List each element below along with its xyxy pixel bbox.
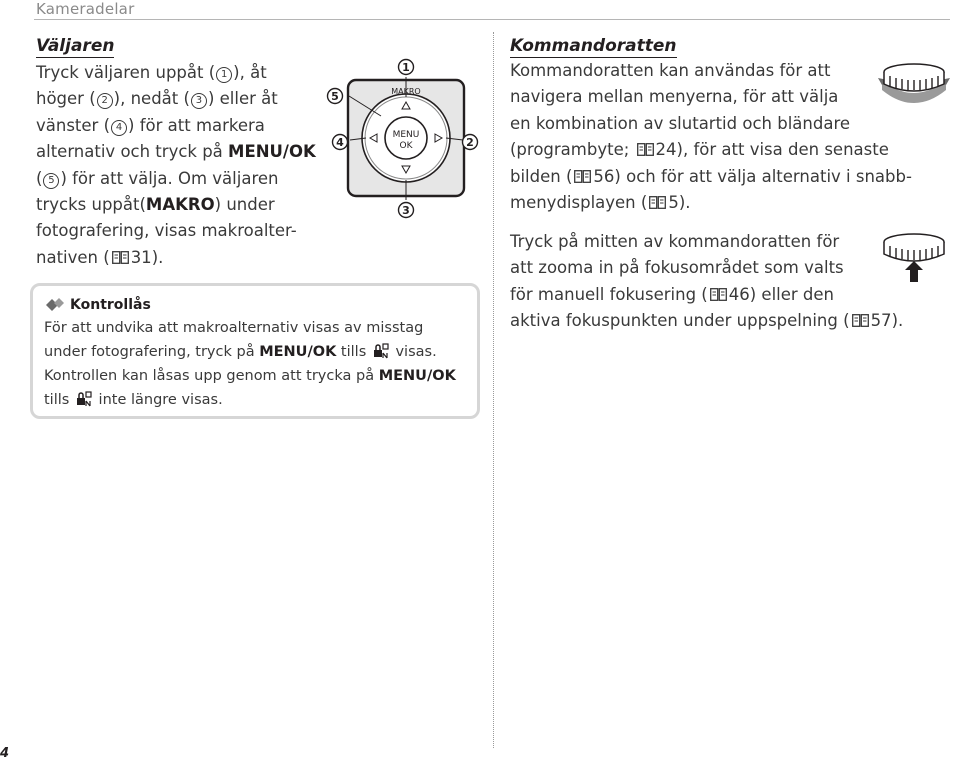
note-menu-ok-1: MENU/OK (259, 344, 337, 360)
book-ref-icon (649, 196, 666, 209)
diagram-label-1: 1 (402, 61, 410, 74)
note-menu-ok-2: MENU/OK (378, 368, 456, 384)
selector-line-4: alternativ och tryck på MENU/OK (36, 142, 316, 162)
num-5-badge: 5 (43, 173, 59, 189)
note-title: Kontrollås (70, 297, 151, 313)
dial-p1-line-3: en kombination av slutartid och bländare (510, 113, 851, 133)
dial-p1-line-6: menydisplayen ( 5). (510, 193, 691, 213)
selector-line-5: ( 5 ) för att välja. Om väljaren (36, 168, 279, 188)
note-line-4: tills inte längre visas. (44, 392, 223, 408)
diagram-center-menu: MENU (392, 130, 420, 140)
note-icon (44, 296, 68, 312)
control-lock-icon (373, 343, 389, 359)
diagram-arc-text: MAKRO (391, 87, 421, 96)
selector-line-7: fotografering, visas makroalter- (36, 221, 297, 241)
header-rule (34, 19, 950, 20)
diagram-label-2: 2 (466, 136, 474, 149)
dial-p2-line-4: aktiva fokuspunkten under uppspelning ( 57). (510, 311, 904, 331)
dial-p1-line-5: bilden ( 56) och för att välja alternativ i snabb- (510, 166, 912, 186)
num-2-badge: 2 (97, 93, 113, 109)
note-line-2: under fotografering, tryck på MENU/OK tills visas. (44, 344, 437, 360)
column-divider (493, 32, 494, 748)
selector-diagram (318, 52, 486, 224)
command-dial-title: Kommandoratten (510, 36, 677, 56)
dial-p2-line-2: att zooma in på fokusområdet som valts (510, 258, 844, 278)
selector-line-6: trycks uppåt(MAKRO) under (36, 195, 275, 215)
note-line-3: Kontrollen kan låsas upp genom att trycka på MENU/OK (44, 368, 456, 384)
diagram-label-3: 3 (402, 204, 410, 217)
selector-paragraph (36, 60, 336, 271)
note-line-1: För att undvika att makroalternativ visas av misstag (44, 320, 424, 336)
dial-p1-line-1: Kommandoratten kan användas för att (510, 61, 831, 80)
num-4-badge: 4 (111, 120, 127, 136)
dial-rotate-icon (878, 58, 950, 112)
dial-press-icon (878, 228, 950, 284)
selector-line-1: Tryck väljaren uppåt ( 1 ), åt (36, 63, 267, 82)
selector-line-8: nativen ( 31). (36, 247, 164, 267)
diagram-label-4: 4 (336, 136, 344, 149)
num-1-badge: 1 (216, 67, 232, 83)
note-paragraph (44, 316, 474, 412)
dial-p1-line-4: (programbyte; 24), för att visa den senaste (510, 140, 889, 160)
dial-p2-line-1: Tryck på mitten av kommandoratten för (510, 232, 840, 251)
makro-label: MAKRO (145, 195, 215, 215)
book-ref-icon (637, 143, 654, 156)
section-header: Kameradelar (36, 0, 135, 18)
menu-ok-label: MENU/OK (228, 142, 316, 162)
book-ref-icon (574, 170, 591, 183)
book-ref-icon (710, 288, 727, 301)
num-3-badge: 3 (191, 93, 207, 109)
dial-p1-line-2: navigera mellan menyerna, för att välja (510, 87, 839, 107)
book-ref-icon (852, 314, 869, 327)
diagram-center-ok: OK (399, 141, 413, 151)
dial-p2-line-3: för manuell fokusering ( 46) eller den (510, 284, 834, 304)
page-number: 4 (0, 746, 10, 761)
selector-title: Väljaren (36, 36, 115, 56)
book-ref-icon (112, 251, 129, 264)
diagram-label-5: 5 (331, 90, 339, 103)
selector-line-3: vänster ( 4 ) för att markera (36, 115, 265, 135)
control-lock-icon-2 (76, 391, 92, 407)
command-dial-paragraph-2 (510, 229, 904, 335)
selector-line-2: höger ( 2 ), nedåt ( 3 ) eller åt (36, 89, 278, 109)
